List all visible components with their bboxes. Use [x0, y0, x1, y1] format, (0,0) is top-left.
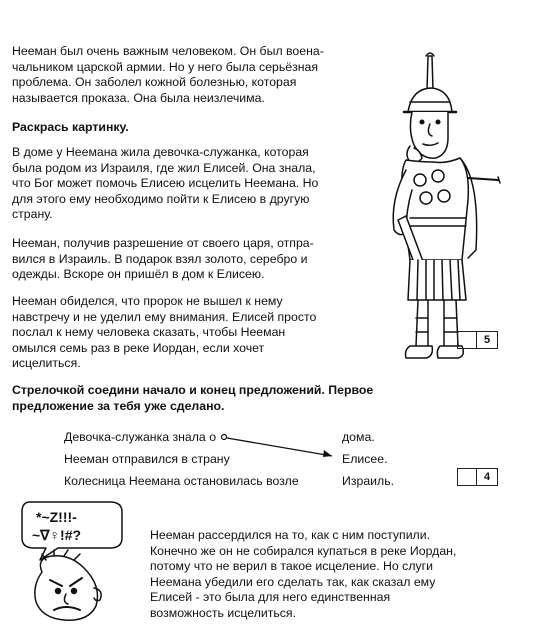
ending-line: Конечно же он не собирался купаться в реке Иордан, [150, 543, 457, 558]
task-color-label: Раскрась картинку. [12, 120, 129, 134]
story-line: была родом из Израиля, где жил Елисей. Она знала, [12, 160, 316, 175]
angry-swear-text: *~Z!!!- [36, 509, 77, 525]
sentence-ending[interactable]: Елисее. [342, 452, 388, 466]
score-answer-cell[interactable] [457, 468, 476, 486]
angry-swear-text: ~∇♀!#? [32, 527, 82, 543]
intro-line: проблема. Он заболел кожной болезнью, которая [12, 75, 297, 90]
sentence-ending[interactable]: Израиль. [342, 474, 395, 488]
naaman-soldier-illustration [376, 50, 506, 370]
example-connection-arrow [220, 433, 340, 463]
intro-line: называется проказа. Она была неизлечима. [12, 90, 265, 105]
story-paragraph-3 [12, 294, 316, 372]
sentence-beginning[interactable]: Девочка-служанка знала о [64, 430, 217, 444]
ending-paragraph [150, 528, 456, 622]
score-box-2 [457, 468, 498, 486]
story-line: Нееман обиделся, что пророк не вышел к нему [12, 294, 283, 308]
score-box-1 [457, 331, 498, 349]
score-points: 4 [476, 468, 498, 486]
story-paragraph-2 [12, 236, 314, 283]
angry-face-illustration [12, 498, 137, 623]
task-line: Стрелочкой соедини начало и конец предложений. Первое [12, 383, 374, 397]
story-line: что Бог может помочь Елисею исцелить Неемана. Но [12, 176, 319, 191]
story-line: послал к нему человека сказать, чтобы Нееман [12, 325, 286, 340]
sentence-beginning[interactable]: Нееман отправился в страну [64, 452, 230, 466]
sentence-ending[interactable]: дома. [342, 430, 375, 444]
ending-line: потому что не верил в такое исцеление. Но слуги [150, 559, 434, 574]
story-paragraph-1 [12, 145, 318, 223]
task-line: предложение за тебя уже сделано. [12, 398, 225, 413]
story-line: навстречу и не уделил ему внимания. Елисей просто [12, 309, 317, 324]
story-line: омылся семь раз в реке Иордан, если хочет [12, 340, 265, 355]
ending-line: Нееман рассердился на то, как с ним поступили. [150, 528, 431, 542]
score-answer-cell[interactable] [457, 331, 476, 349]
ending-line: Елисей - это была для него единственная [150, 590, 391, 605]
intro-line: чальником царской армии. Но у него была серьёзная [12, 59, 319, 74]
ending-line: Неемана убедили его сделать так, как сказал ему [150, 574, 436, 589]
intro-line: Нееман был очень важным человеком. Он был воена- [12, 44, 324, 58]
story-line: для этого ему необходимо пойти к Елисею в другую [12, 191, 310, 206]
story-line: исцелиться. [12, 356, 81, 371]
story-line: страну. [12, 207, 53, 222]
story-line: В доме у Неемана жила девочка-служанка, которая [12, 145, 309, 159]
sentence-beginning[interactable]: Колесница Неемана остановилась возле [64, 474, 299, 488]
intro-paragraph [12, 44, 324, 106]
story-line: одежды. Вскоре он пришёл в дом к Елисею. [12, 267, 265, 282]
ending-line: возможность исцелиться. [150, 605, 297, 620]
score-points: 5 [476, 331, 498, 349]
task-connect-heading [12, 383, 373, 414]
story-line: Нееман, получив разрешение от своего царя, отпра- [12, 236, 314, 250]
story-line: вился в Израиль. В подарок взял золото, серебро и [12, 251, 308, 266]
